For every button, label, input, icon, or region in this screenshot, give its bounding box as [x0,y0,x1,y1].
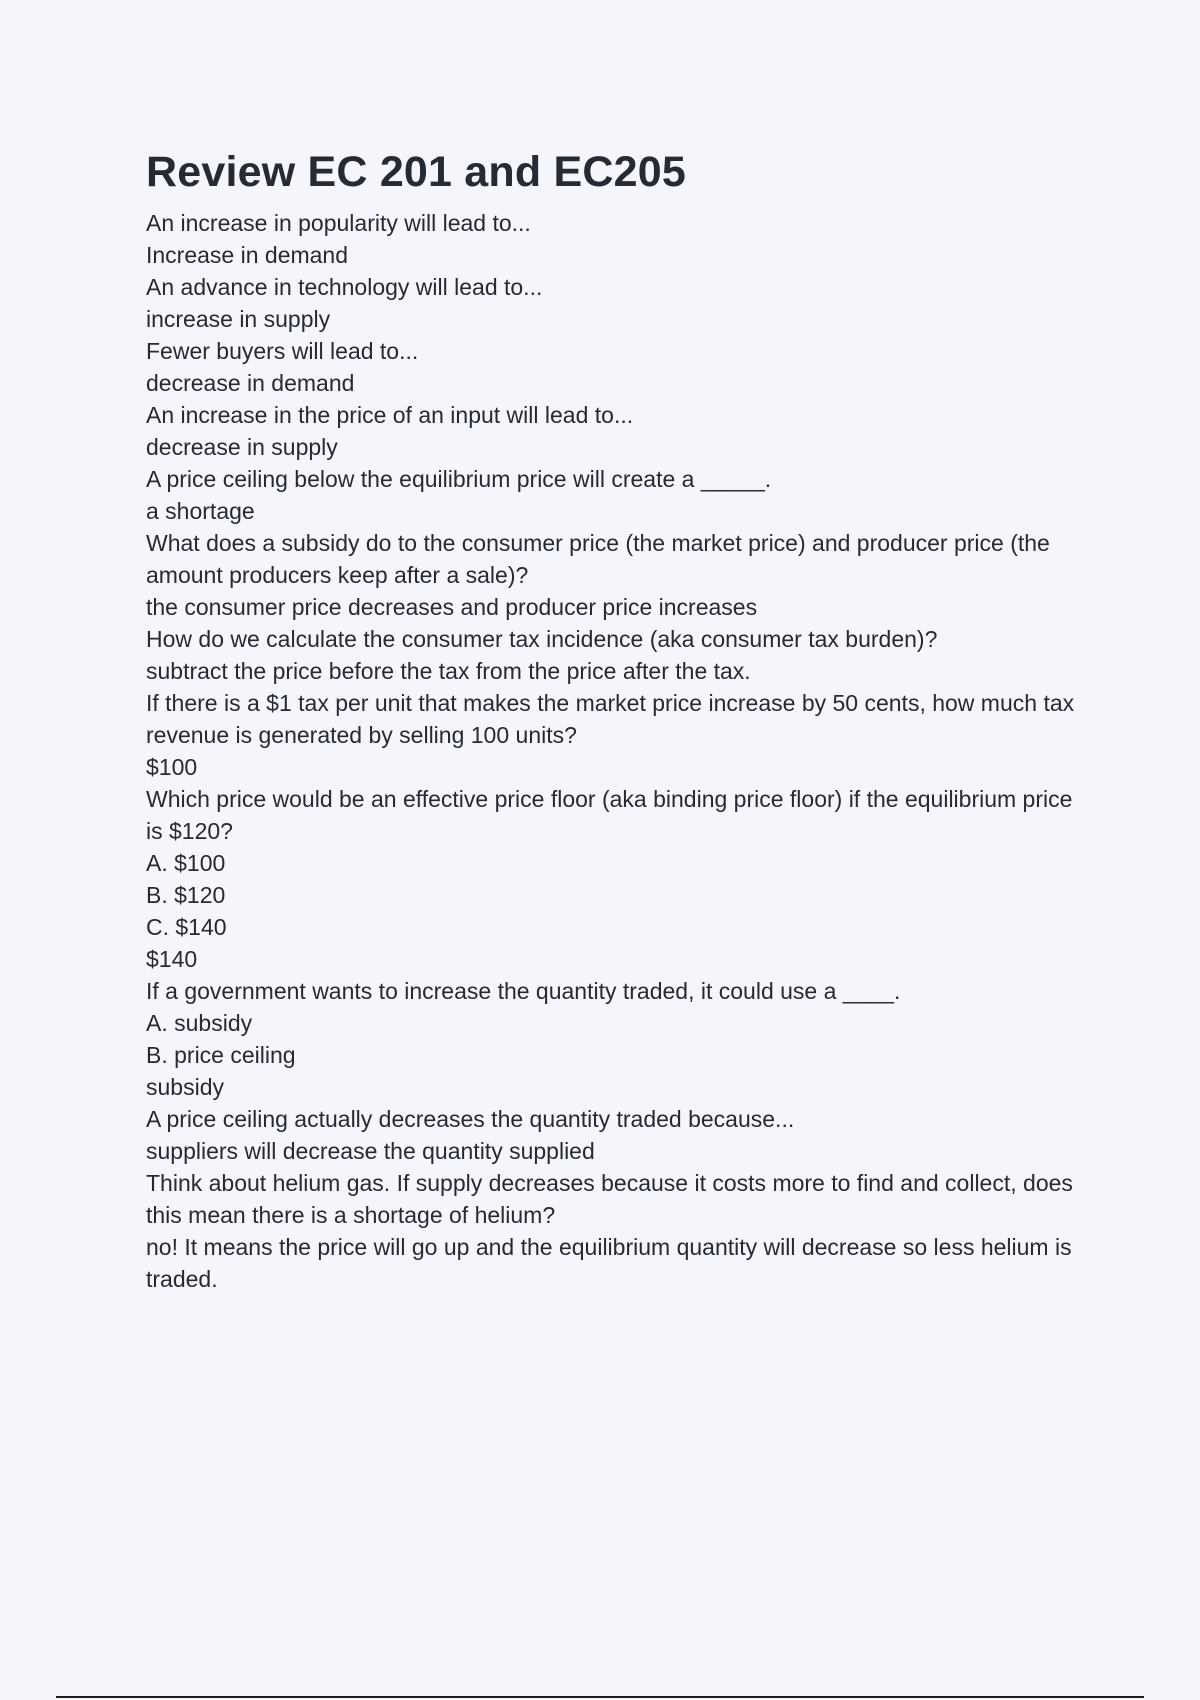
text-line: Which price would be an effective price floor (aka binding price floor) if the equilibrium price is $120? [146,786,1073,844]
text-line: How do we calculate the consumer tax incidence (aka consumer tax burden)? [146,626,938,652]
text-line: Increase in demand [146,242,349,268]
text-line: C. $140 [146,914,227,940]
text-line: If there is a $1 tax per unit that makes the market price increase by 50 cents, how much tax revenue is generated by selling 100 units? [146,690,1075,748]
text-line: $100 [146,754,198,780]
text-line: increase in supply [146,306,331,332]
text-line: B. price ceiling [146,1042,296,1068]
text-line: An advance in technology will lead to... [146,274,543,300]
bottom-divider [56,1696,1144,1698]
text-line: subtract the price before the tax from the price after the tax. [146,658,751,684]
document-page [146,146,1076,1295]
text-line: suppliers will decrease the quantity supplied [146,1138,595,1164]
text-line: subsidy [146,1074,224,1100]
text-line: Fewer buyers will lead to... [146,338,419,364]
text-line: A price ceiling actually decreases the quantity traded because... [146,1106,795,1132]
text-line: B. $120 [146,882,226,908]
document-body [146,207,1076,1295]
text-line: A. $100 [146,850,226,876]
text-line: A price ceiling below the equilibrium price will create a _____. [146,466,772,492]
text-line: An increase in popularity will lead to... [146,210,531,236]
text-line: $140 [146,946,198,972]
text-line: decrease in demand [146,370,355,396]
text-line: An increase in the price of an input will lead to... [146,402,634,428]
text-line: If a government wants to increase the quantity traded, it could use a ____. [146,978,901,1004]
text-line: Think about helium gas. If supply decreases because it costs more to find and collect, does this mean there is a shortage of helium? [146,1170,1073,1228]
text-line: a shortage [146,498,255,524]
text-line: decrease in supply [146,434,338,460]
text-line: no! It means the price will go up and the equilibrium quantity will decrease so less helium is traded. [146,1234,1072,1292]
text-line: What does a subsidy do to the consumer price (the market price) and producer price (the amount producers keep after a sale)? [146,530,1050,588]
text-line: the consumer price decreases and producer price increases [146,594,758,620]
document-title: Review EC 201 and EC205 [146,148,686,196]
text-line: A. subsidy [146,1010,253,1036]
